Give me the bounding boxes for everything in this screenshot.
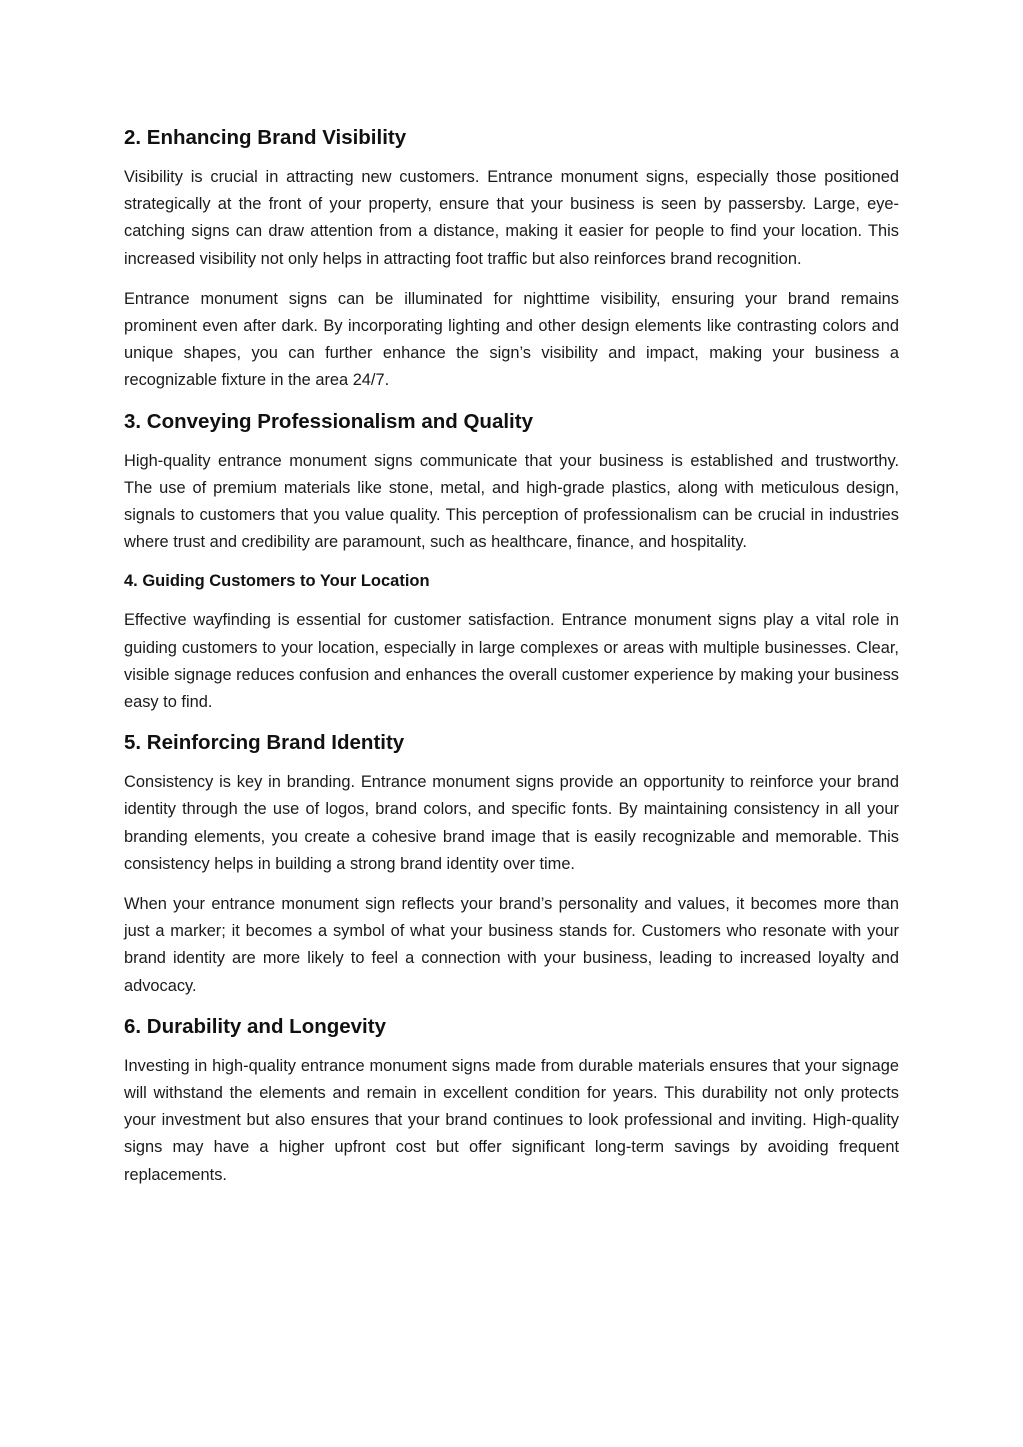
document-page [124,124,899,1202]
section-heading-durability: 6. Durability and Longevity [124,1014,386,1038]
paragraph: Effective wayfinding is essential for customer satisfaction. Entrance monument signs play a vital role in guiding customers to your location, especially in large complexes or areas with multiple businesses. Clear, visible signage reduces confusion and enhances the overall customer experience by making your business easy to find. [124,611,899,712]
paragraph: High-quality entrance monument signs communicate that your business is established and trustworthy. The use of premium materials like stone, metal, and high-grade plastics, along with meticulous design, signals to customers that you value quality. This perception of professionalism can be crucial in industries where trust and credibility are paramount, such as healthcare, finance, and hospitality. [124,451,899,552]
section-heading-brand-visibility: 2. Enhancing Brand Visibility [124,126,407,149]
paragraph: Consistency is key in branding. Entrance monument signs provide an opportunity to reinforce your brand identity through the use of logos, brand colors, and specific fonts. By maintaining consistency in all your branding elements, you create a cohesive brand image that is easily recognizable and memorable. This consistency helps in building a strong brand identity over time. [124,773,899,873]
paragraph: Visibility is crucial in attracting new customers. Entrance monument signs, especially those positioned strategically at the front of your property, ensure that your business is seen by passersby. Large, eye-catching signs can draw attention from a distance, making it easier for people to find your location. This increased visibility not only helps in attracting foot traffic but also reinforces brand recognition. [124,168,899,268]
section-heading-brand-identity: 5. Reinforcing Brand Identity [124,731,405,755]
paragraph: Entrance monument signs can be illuminated for nighttime visibility, ensuring your brand remains prominent even after dark. By incorporating lighting and other design elements like contrasting colors and unique shapes, you can further enhance the sign’s visibility and impact, making your business a recognizable fixture in the area 24/7. [124,289,899,390]
paragraph: When your entrance monument sign reflects your brand’s personality and values, it becomes more than just a marker; it becomes a symbol of what your business stands for. Customers who resonate with your brand identity are more likely to feel a connection with your business, leading to increased loyalty and advocacy. [124,895,899,995]
section-heading-guiding-customers: 4. Guiding Customers to Your Location [124,572,430,591]
paragraph: Investing in high-quality entrance monument signs made from durable materials ensures that your signage will withstand the elements and remain in excellent condition for years. This durability not only protects your investment but also ensures that your brand continues to look professional and inviting. High-quality signs may have a higher upfront cost but offer significant long-term savings by avoiding frequent replacements. [124,1056,899,1184]
section-heading-professionalism: 3. Conveying Professionalism and Quality [124,409,533,433]
